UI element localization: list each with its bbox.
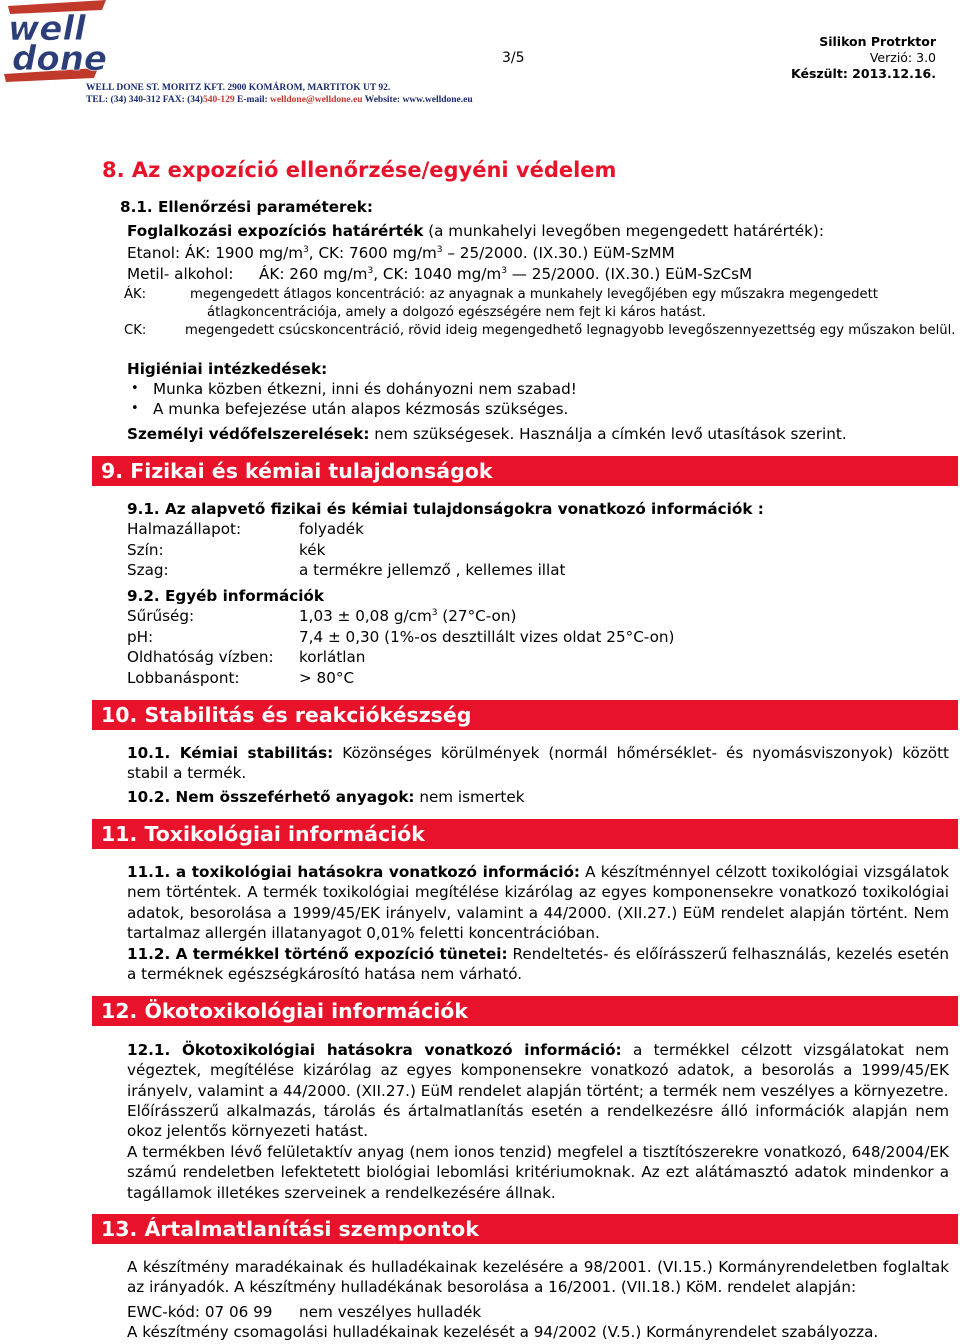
s10-p2: 10.2. Nem összeférhető anyagok: nem ismertek bbox=[127, 788, 525, 806]
section-10-title: 10. Stabilitás és reakciókészség bbox=[92, 700, 958, 730]
section-8-title: 8. Az expozíció ellenőrzése/egyéni védelem bbox=[102, 158, 617, 182]
s12-p2: Előírásszerű alkalmazás, tárolás és ártalmatlanítás esetén a rendelkezésre álló információk alapján nem okoz jelentős környezeti hatást. bbox=[127, 1102, 949, 1141]
prop-row: Oldhatóság vízben: korlátlan bbox=[127, 648, 366, 666]
s13-p2: A készítmény csomagolási hulladékainak kezelését a 94/2002 (V.5.) Kormányrendelet szabályozza. bbox=[127, 1323, 879, 1341]
hygiene-item: • Munka közben étkezni, inni és dohányozni nem szabad! bbox=[153, 380, 577, 398]
section-9-title: 9. Fizikai és kémiai tulajdonságok bbox=[92, 456, 958, 486]
email-link[interactable]: welldone@welldone.eu bbox=[270, 95, 363, 105]
ppe-line: Személyi védőfelszerelések: nem szükségesek. Használja a címkén levő utasítások szerint. bbox=[127, 425, 847, 443]
s8-ak-text1: megengedett átlagos koncentráció: az anyagnak a munkahely levegőjében egy műszakra megengedett bbox=[190, 287, 878, 302]
s9-sub1: 9.1. Az alapvető fizikai és kémiai tulajdonságokra vonatkozó információk : bbox=[127, 500, 764, 518]
section-11-title: 11. Toxikológiai információk bbox=[92, 819, 958, 849]
prop-row: Szín: kék bbox=[127, 541, 326, 559]
s13-p1: A készítmény maradékainak és hulladékainak kezelésére a 98/2001. (VI.15.) Kormányrendeletben foglaltak az irányadók. A készítmény hulladékának besorolása a 16/2001. (VII.18.) KöM. rendelet alapján: bbox=[127, 1258, 949, 1297]
company-contact: TEL: (34) 340-312 FAX: (34)540-129 E-mail: welldone@welldone.eu Website: www.welldone.eu bbox=[86, 95, 473, 105]
section-13-title: 13. Ártalmatlanítási szempontok bbox=[92, 1214, 958, 1244]
issue-date: Készült: 2013.12.16. bbox=[791, 66, 936, 81]
company-address: WELL DONE ST. MORITZ KFT. 2900 KOMÁROM, MARTITOK UT 92. bbox=[86, 83, 391, 93]
prop-row: pH: 7,4 ± 0,30 (1%-os desztillált vizes oldat 25°C-on) bbox=[127, 628, 675, 646]
s11-p2: 11.2. A termékkel történő expozíció tünetei: Rendeltetés- és előírásszerű felhasználás, kezelés esetén a terméknek egészségkárosító hatása nem várható. bbox=[127, 945, 950, 984]
s8-ck-label: CK: bbox=[124, 323, 147, 338]
logo-word-done: done bbox=[12, 39, 107, 79]
ewc-row: EWC-kód: 07 06 99 nem veszélyes hulladék bbox=[127, 1303, 482, 1321]
hygiene-title: Higiéniai intézkedések: bbox=[127, 360, 328, 378]
s9-sub2: 9.2. Egyéb információk bbox=[127, 587, 324, 605]
product-name: Silikon Protrktor bbox=[819, 34, 936, 49]
s11-p1: 11.1. a toxikológiai hatásokra vonatkozó információ: A készítménnyel célzott toxikológiai vizsgálatok nem történtek. A termék toxikológiai megítélése kizárólag az egyes komponensekre vonatkozó toxikológiai adatok, besorolása a 1999/45/EK irányelv, valamint a 44/2000. (XII.27.) EüM rendelet alapján történt. Nem tartalmaz allergén illatanyagot 0,01% feletti koncentrációban. bbox=[127, 863, 950, 942]
prop-row: Szag: a termékre jellemző , kellemes illat bbox=[127, 561, 566, 579]
s8-sub1: 8.1. Ellenőrzési paraméterek: bbox=[120, 198, 373, 216]
prop-row: Sűrűség: 1,03 ± 0,08 $g/cm^3$ (27°C-on) bbox=[127, 607, 517, 625]
s10-p1: 10.1. Kémiai stabilitás: Közönséges körülmények (normál hőmérséklet- és nyomásviszonyok) között stabil a termék. bbox=[127, 744, 949, 783]
logo-word-well: well bbox=[8, 9, 86, 49]
s8-ck-text: megengedett csúcskoncentráció, rövid ideig megengedhető legnagyobb levegőszennyezettség egy műszakon belül. bbox=[185, 323, 956, 338]
prop-row: Halmazállapot: folyadék bbox=[127, 520, 364, 538]
prop-row: Lobbanáspont: > 80°C bbox=[127, 669, 355, 687]
s8-etanol: Etanol: ÁK: 1900 $mg/m^3$, CK: 7600 $mg/m^3 - 25/2000$. (IX.30.) EüM-SzMM bbox=[127, 244, 675, 262]
s12-p3: A termékben lévő felületaktív anyag (nem ionos tenzid) megfelel a tisztítószerekre vonatkozó, 648/2004/EK számú rendeletben lefektetett biológiai lebomlási kritériumoknak. Az ezt alátámasztó adatok mindenkor a tagállamok illetékes szerveinek a rendelkezésére állnak. bbox=[127, 1143, 949, 1202]
version: Verzió: 3.0 bbox=[869, 50, 936, 65]
s8-metil: Metil- alkohol: ÁK: 260 $mg/m^3$, CK: 1040 $mg/m^3$ — 25/2000. (IX.30.) EüM-SzCsM bbox=[127, 265, 753, 283]
company-logo bbox=[2, 0, 110, 82]
section-12-title: 12. Ökotoxikológiai információk bbox=[92, 996, 958, 1026]
hygiene-item: • A munka befejezése után alapos kézmosás szükséges. bbox=[153, 400, 568, 418]
page-number: 3/5 bbox=[502, 50, 525, 66]
s12-p1: 12.1. Ökotoxikológiai hatásokra vonatkozó információ: a termékkel célzott vizsgálatokat nem végeztek, megítélése kizárólag az egyes komponensekre vonatkozó adatok, a besorolás a 1999/45/EK irányelv, valamint a 44/2000. (XII.27.) EüM rendelet alapján történt; a termék nem veszélyes a környezetre. bbox=[127, 1041, 949, 1100]
s8-ak-label: ÁK: bbox=[124, 287, 147, 302]
s8-limit: Foglalkozási expozíciós határérték (a munkahelyi levegőben megengedett határérték): bbox=[127, 222, 824, 240]
document-meta bbox=[791, 34, 936, 82]
company-info bbox=[86, 82, 473, 106]
s8-ak-text2: átlagkoncentrációja, amely a dolgozó egészségére nem fejt ki káros hatást. bbox=[207, 305, 706, 320]
